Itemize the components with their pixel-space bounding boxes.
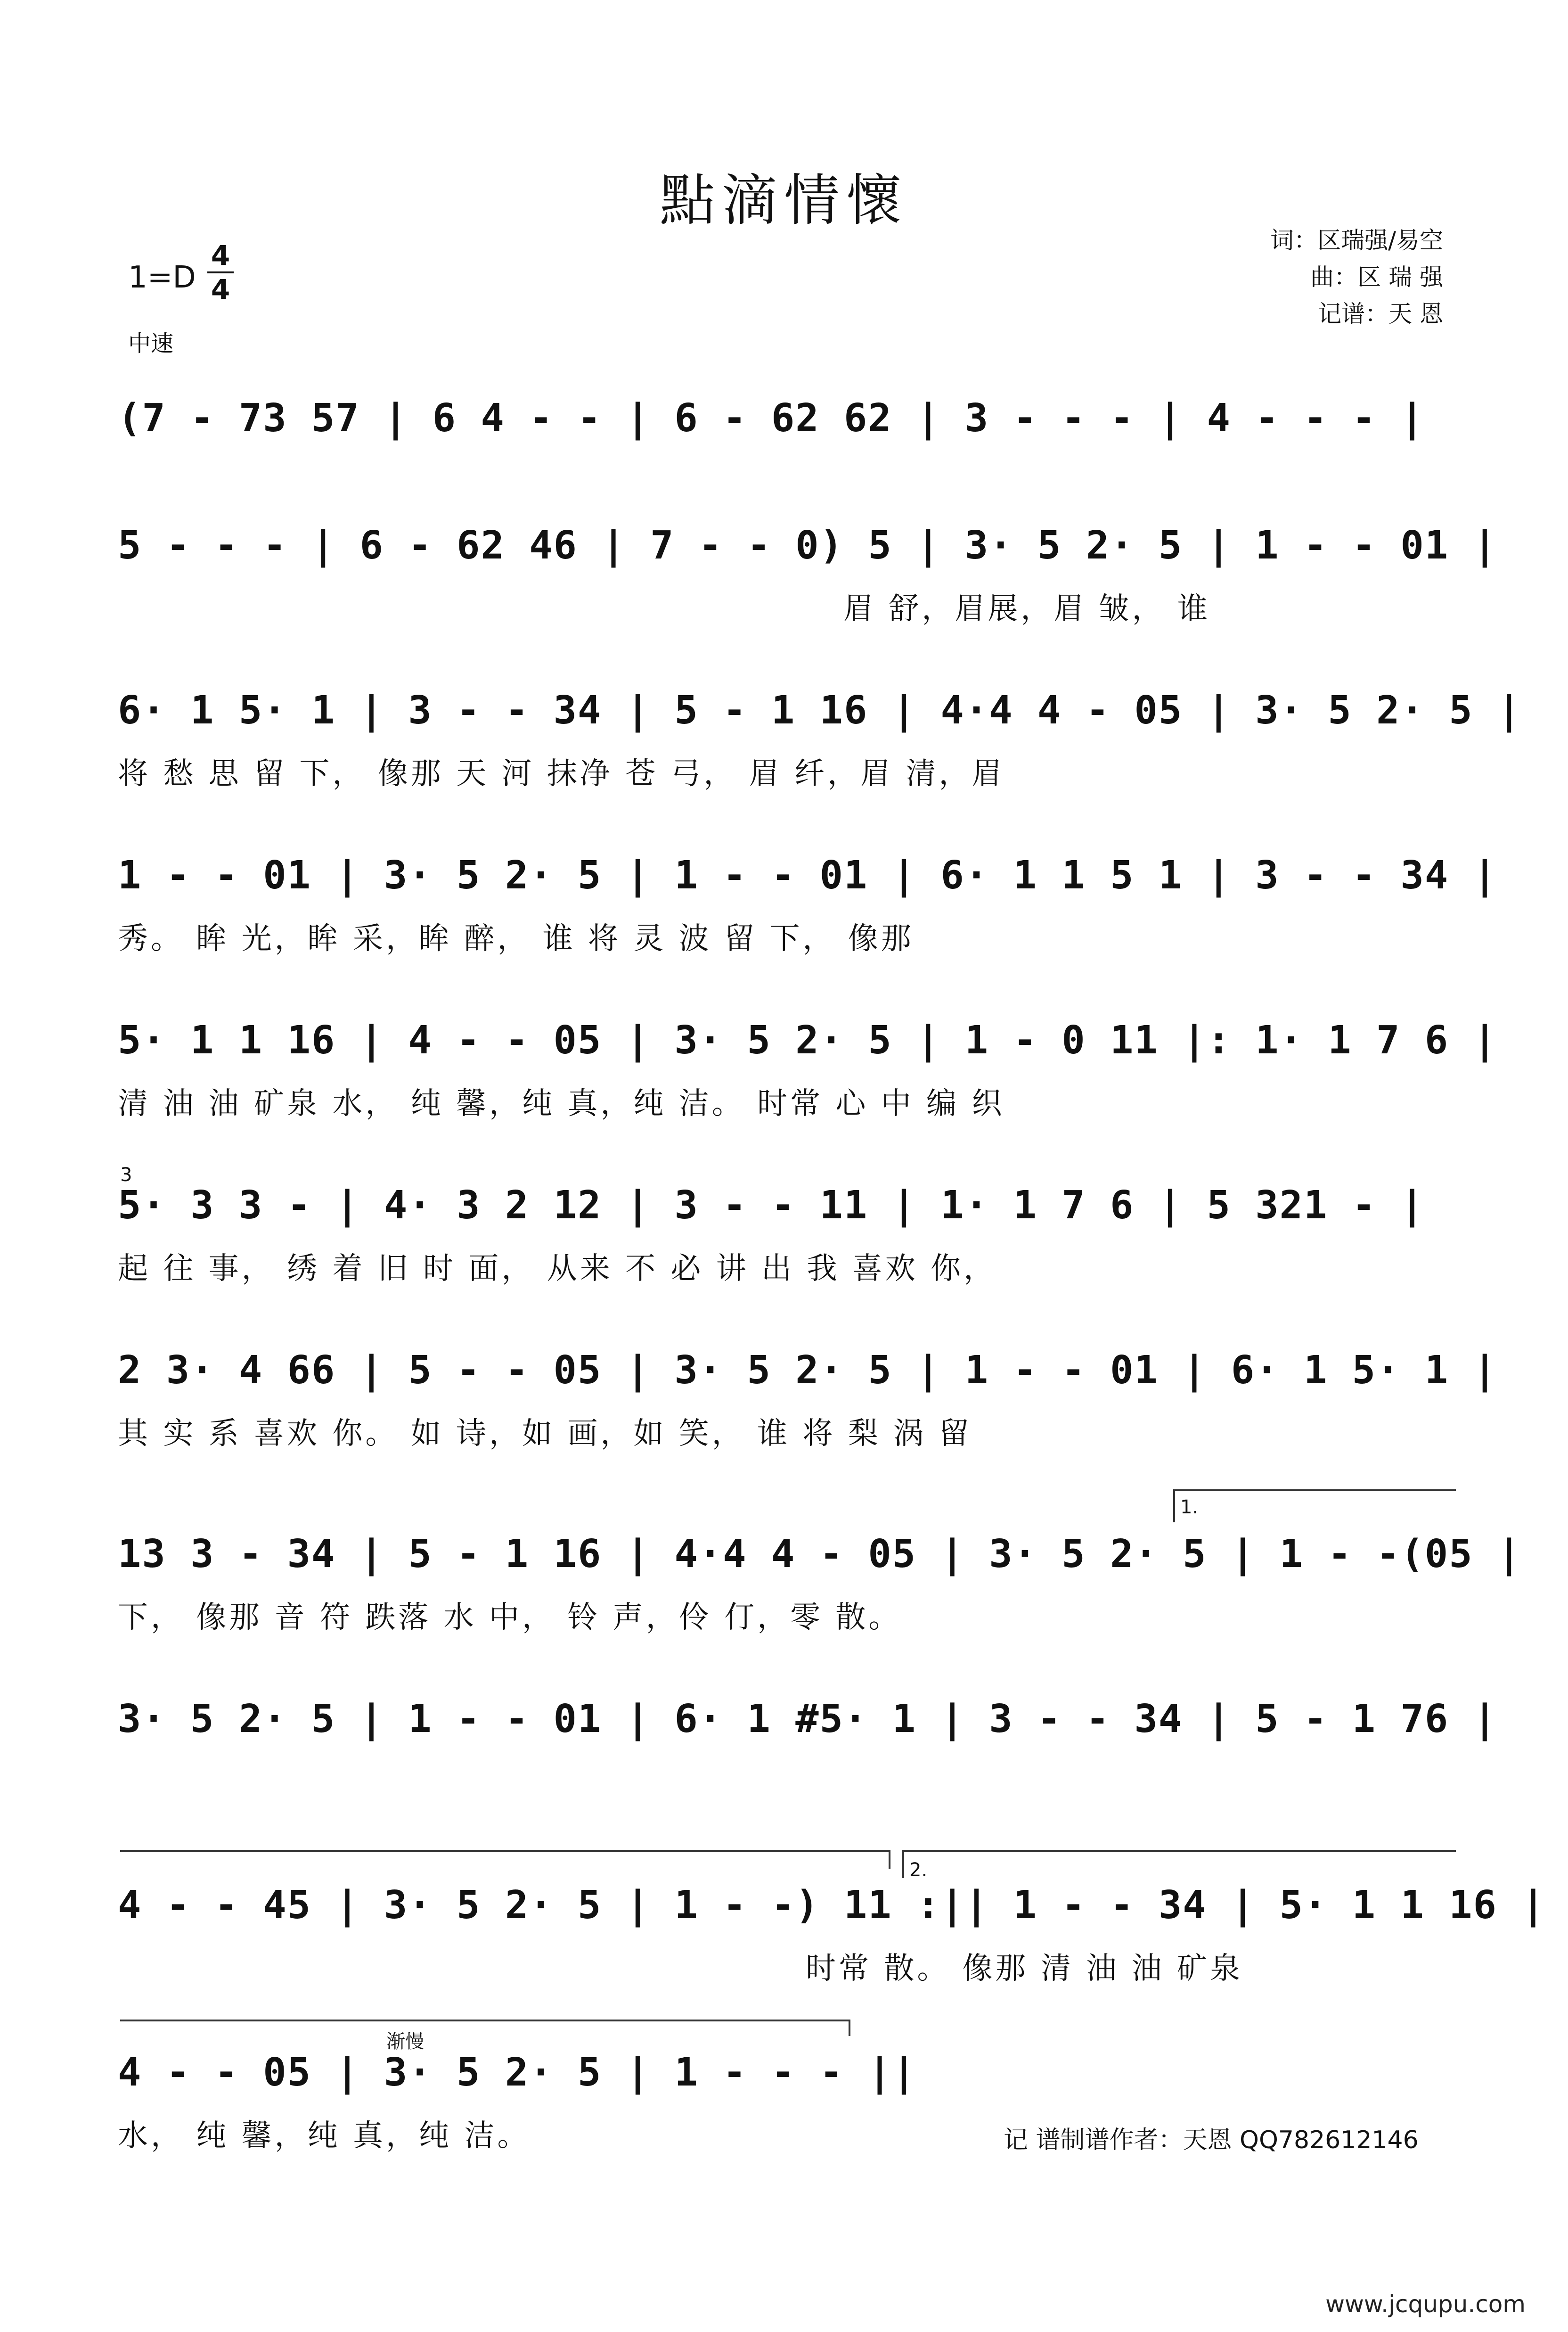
ritardando-marking: 渐慢: [386, 2031, 424, 2053]
notes-line: 4 - - 45 | 3· 5 2· 5 | 1 - -) 11 :|| 1 - - 34 | 5· 1 1 16 |: [118, 1883, 1546, 1928]
notes-line: 5 - - - | 6 - 62 46 | 7 - - 0) 5 | 3· 5 2· 5 | 1 - - 01 |: [118, 523, 1497, 568]
transcriber-credit: 记谱：天 恩: [1318, 300, 1443, 328]
footer-credit: 记 谱制谱作者：天恩 QQ782612146: [1004, 2126, 1419, 2154]
lyrics-line: 眉 舒，眉展，眉 皱， 谁: [843, 591, 1211, 626]
notes-line: 5· 1 1 16 | 4 - - 05 | 3· 5 2· 5 | 1 - 0 11 |: 1· 1 7 6 |: [118, 1018, 1497, 1063]
time-signature-top: 4: [211, 239, 230, 271]
time-signature: [207, 240, 234, 304]
notes-line: 2 3· 4 66 | 5 - - 05 | 3· 5 2· 5 | 1 - - 01 | 6· 1 5· 1 |: [118, 1348, 1497, 1393]
notes-line: 3· 5 2· 5 | 1 - - 01 | 6· 1 #5· 1 | 3 - - 34 | 5 - 1 76 |: [118, 1697, 1497, 1741]
lyrics-line: 起 往 事， 绣 着 旧 时 面， 从来 不 必 讲 出 我 喜欢 你，: [118, 1251, 997, 1286]
lyrics-line: 水， 纯 馨，纯 真，纯 洁。: [118, 2119, 531, 2153]
tempo-marking: 中速: [128, 330, 174, 357]
lyrics-line: 下， 像那 音 符 跌落 水 中， 铃 声，伶 仃，零 散。: [118, 1600, 902, 1635]
triplet-mark: 3: [120, 1164, 132, 1186]
lyrics-line: 时常 散。 像那 清 油 油 矿泉: [806, 1951, 1243, 1986]
lyrics-line: 将 愁 思 留 下， 像那 天 河 抹净 苍 弓， 眉 纤，眉 清，眉: [118, 756, 1005, 791]
notes-line: 6· 1 5· 1 | 3 - - 34 | 5 - 1 16 | 4·4 4 - 05 | 3· 5 2· 5 |: [118, 688, 1522, 733]
volta-2-label: 2.: [909, 1859, 928, 1881]
lyricist-credit: 词：区瑞强/易空: [1270, 227, 1443, 254]
lyrics-line: 其 实 系 喜欢 你。 如 诗，如 画，如 笑， 谁 将 梨 涡 留: [118, 1416, 972, 1451]
time-signature-bottom: 4: [211, 273, 230, 305]
composer-credit: 曲：区 瑞 强: [1310, 263, 1443, 291]
site-watermark: www.jcqupu.com: [1325, 2291, 1526, 2318]
lyrics-line: 秀。 眸 光，眸 采，眸 醉， 谁 将 灵 波 留 下， 像那: [118, 921, 914, 956]
volta-1-label: 1.: [1180, 1496, 1199, 1518]
notes-line: 1 - - 01 | 3· 5 2· 5 | 1 - - 01 | 6· 1 1 5 1 | 3 - - 34 |: [118, 853, 1497, 898]
song-title: 點滴情懷: [659, 168, 908, 233]
lyrics-line: 清 油 油 矿泉 水， 纯 馨，纯 真，纯 洁。 时常 心 中 编 织: [118, 1086, 1005, 1121]
notes-line: (7 - 73 57 | 6 4 - - | 6 - 62 62 | 3 - - - | 4 - - - |: [118, 396, 1425, 441]
notes-line: 13 3 - 34 | 5 - 1 16 | 4·4 4 - 05 | 3· 5 2· 5 | 1 - -(05 |: [118, 1532, 1522, 1577]
notes-line: 4 - - 05 | 3· 5 2· 5 | 1 - - - ||: [118, 2050, 917, 2095]
notes-line: 5· 3 3 - | 4· 3 2 12 | 3 - - 11 | 1· 1 7 6 | 5 321 - |: [118, 1183, 1425, 1228]
key-signature: 1=D: [128, 260, 196, 295]
